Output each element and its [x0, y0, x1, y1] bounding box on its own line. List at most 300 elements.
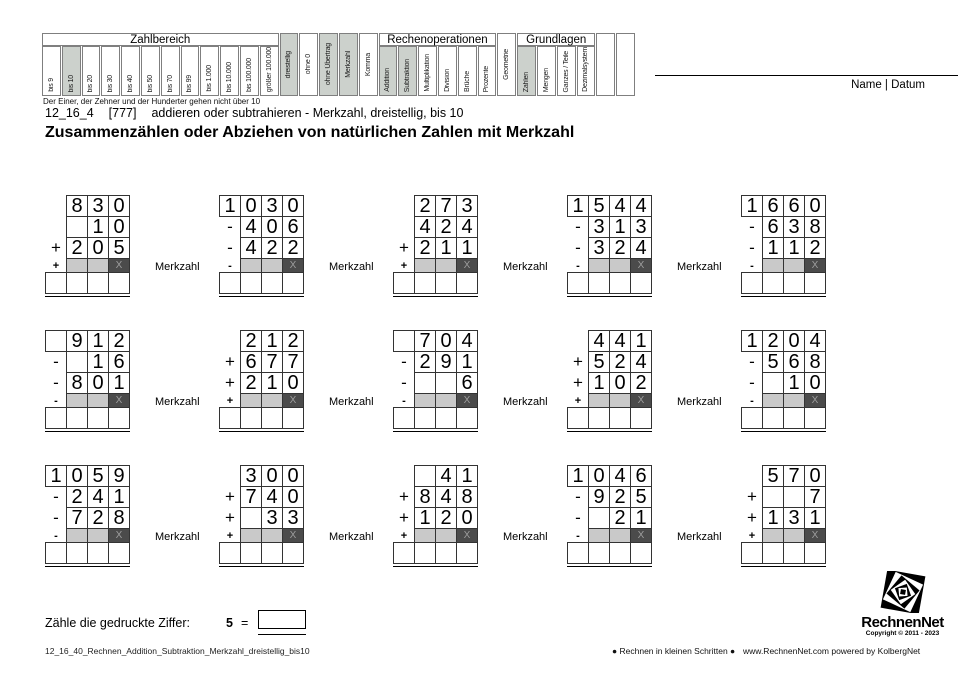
- merkzahl-x-cell: X: [804, 528, 826, 543]
- header-column-bis 1.000: [200, 46, 219, 96]
- digit-cell: 3: [261, 507, 283, 529]
- answer-underline: [741, 542, 826, 567]
- operator-cell: -: [575, 487, 581, 506]
- merkzahl-row: [219, 258, 304, 273]
- answer-underline: [45, 407, 130, 432]
- digit-cell: 0: [87, 237, 109, 259]
- header-column-Geometrie: [497, 33, 516, 96]
- spacer-cell: [393, 195, 415, 217]
- header-column-Subtraktion: [398, 46, 417, 96]
- digit-cell: 2: [435, 507, 457, 529]
- answer-cell[interactable]: [45, 542, 67, 564]
- digit-cell: 5: [108, 237, 130, 259]
- digit-cell: 0: [282, 195, 304, 217]
- answer-cell[interactable]: [261, 542, 283, 564]
- header-column-label: bis 100.000: [245, 58, 253, 92]
- spacer-cell: [741, 465, 763, 487]
- merkzahl-cell[interactable]: [66, 258, 88, 273]
- answer-cell[interactable]: [261, 407, 283, 429]
- header-column-Komma: [359, 33, 378, 96]
- header-column-label: Brüche: [463, 71, 471, 92]
- merkzahl-operator-cell: -: [576, 529, 580, 542]
- digit-cell: 4: [609, 330, 631, 352]
- answer-cell[interactable]: [567, 407, 589, 429]
- answer-cell[interactable]: [588, 542, 610, 564]
- digit-cell: 4: [609, 195, 631, 217]
- digit-cell: 3: [783, 507, 805, 529]
- problem-row-top: [45, 465, 130, 487]
- header-column-Zahlen: [517, 46, 536, 96]
- digit-cell: 2: [108, 330, 130, 352]
- answer-cell[interactable]: [393, 542, 415, 564]
- header-column-label: bis 1.000: [206, 65, 214, 92]
- merkzahl-cell[interactable]: [87, 258, 109, 273]
- spacer-cell: [393, 465, 415, 487]
- merkzahl-cell[interactable]: [87, 393, 109, 408]
- digit-cell: 0: [804, 372, 826, 394]
- merkzahl-cell[interactable]: [261, 258, 283, 273]
- problem-11: [45, 465, 130, 569]
- digit-cell: 9: [66, 330, 88, 352]
- answer-underline: [219, 542, 304, 567]
- answer-cell[interactable]: [282, 407, 304, 429]
- problem-row-top: [393, 195, 478, 217]
- header-column-label: bis 30: [107, 74, 115, 92]
- merkzahl-cell[interactable]: [609, 393, 631, 408]
- merkzahl-cell[interactable]: [66, 528, 88, 543]
- answer-cell[interactable]: [414, 542, 436, 564]
- merkzahl-cell[interactable]: [762, 258, 784, 273]
- operator-cell: -: [575, 217, 581, 236]
- digit-cell: 2: [66, 237, 88, 259]
- operator-cell: +: [747, 508, 757, 527]
- problem-row-top: [567, 330, 652, 352]
- digit-cell: 6: [108, 351, 130, 373]
- header-column-label: Mengen: [542, 67, 550, 92]
- merkzahl-x-cell: X: [630, 393, 652, 408]
- problem-4: [567, 195, 652, 299]
- merkzahl-cell[interactable]: [588, 258, 610, 273]
- digit-cell: 0: [456, 507, 478, 529]
- merkzahl-cell[interactable]: [783, 393, 805, 408]
- problem-2: [219, 195, 304, 299]
- digit-cell: 1: [45, 465, 67, 487]
- merkzahl-cell[interactable]: [609, 258, 631, 273]
- digit-cell: 7: [435, 195, 457, 217]
- problem-row-top: [219, 465, 304, 487]
- digit-cell: 2: [240, 372, 262, 394]
- header-column-Ganzes / Teile: [557, 46, 576, 96]
- logo-name: RechnenNet: [861, 614, 944, 631]
- digit-cell: 1: [588, 372, 610, 394]
- merkzahl-cell[interactable]: [588, 393, 610, 408]
- merkzahl-operator-cell: +: [400, 529, 408, 542]
- spacer-cell: [45, 195, 67, 217]
- answer-cell[interactable]: [240, 542, 262, 564]
- problem-row: [741, 237, 826, 259]
- merkzahl-label: Merkzahl: [155, 396, 200, 408]
- digit-cell: 4: [87, 486, 109, 508]
- digit-cell: 4: [240, 216, 262, 238]
- answer-cell[interactable]: [783, 542, 805, 564]
- answer-cell[interactable]: [87, 542, 109, 564]
- merkzahl-cell[interactable]: [261, 528, 283, 543]
- problem-15: [741, 465, 826, 569]
- operator-cell: -: [53, 373, 59, 392]
- digit-cell: 1: [804, 507, 826, 529]
- problem-row: [45, 507, 130, 529]
- answer-cell[interactable]: [783, 407, 805, 429]
- merkzahl-row: [219, 528, 304, 543]
- operator-cell: [45, 216, 67, 238]
- digit-cell: 1: [609, 216, 631, 238]
- answer-cell[interactable]: [282, 542, 304, 564]
- answer-cell[interactable]: [87, 407, 109, 429]
- header-column-ohne 0: [299, 33, 318, 96]
- merkzahl-label: Merkzahl: [329, 396, 374, 408]
- answer-cell[interactable]: [219, 542, 241, 564]
- digit-cell: 6: [456, 372, 478, 394]
- problem-row: [45, 486, 130, 508]
- answer-underline: [219, 272, 304, 297]
- header-column-label: bis 10: [67, 74, 75, 92]
- problem-row: [219, 216, 304, 238]
- header-column-Mengen: [537, 46, 556, 96]
- problem-10: [741, 330, 826, 434]
- footer-filename: 12_16_40_Rechnen_Addition_Subtraktion_Merkzahl_dreistellig_bis10: [45, 646, 310, 656]
- header-column-label: bis 40: [127, 74, 135, 92]
- digit-cell: 3: [87, 195, 109, 217]
- header-column-label: Merkzahl: [344, 51, 352, 78]
- header-column-label: Komma: [364, 52, 372, 77]
- header-column-label: Addition: [384, 68, 392, 92]
- digit-cell: 1: [108, 372, 130, 394]
- digit-cell: 1: [261, 372, 283, 394]
- merkzahl-cell[interactable]: [414, 393, 436, 408]
- answer-cell[interactable]: [741, 272, 763, 294]
- answer-row: [393, 407, 478, 429]
- problem-row-top: [567, 465, 652, 487]
- merkzahl-cell[interactable]: [762, 528, 784, 543]
- merkzahl-cell[interactable]: [414, 528, 436, 543]
- answer-underline: [45, 272, 130, 297]
- digit-cell: 1: [741, 330, 763, 352]
- answer-cell[interactable]: [240, 272, 262, 294]
- digit-cell: [414, 372, 436, 394]
- digit-cell: 2: [282, 237, 304, 259]
- problem-row: [393, 216, 478, 238]
- merkzahl-x-cell: X: [630, 258, 652, 273]
- header-column-bis 20: [82, 46, 101, 96]
- operator-cell: -: [401, 373, 407, 392]
- merkzahl-operator-cell: -: [576, 259, 580, 272]
- answer-row: [219, 407, 304, 429]
- answer-cell[interactable]: [393, 407, 415, 429]
- header-column-bis 70: [161, 46, 180, 96]
- merkzahl-row: [45, 528, 130, 543]
- bottom-task-answer-box[interactable]: [258, 610, 306, 629]
- merkzahl-cell[interactable]: [240, 258, 262, 273]
- header-column-bis 99: [181, 46, 200, 96]
- answer-cell[interactable]: [66, 272, 88, 294]
- answer-cell[interactable]: [45, 272, 67, 294]
- answer-row: [219, 272, 304, 294]
- answer-cell[interactable]: [762, 542, 784, 564]
- merkzahl-cell[interactable]: [783, 528, 805, 543]
- header-column-bis 50: [141, 46, 160, 96]
- merkzahl-x-cell: X: [282, 258, 304, 273]
- digit-cell: 1: [219, 195, 241, 217]
- answer-cell[interactable]: [219, 272, 241, 294]
- operator-cell: -: [575, 508, 581, 527]
- digit-cell: 2: [630, 372, 652, 394]
- digit-cell: 6: [282, 216, 304, 238]
- digit-cell: 3: [456, 195, 478, 217]
- digit-cell: 2: [414, 195, 436, 217]
- problem-row: [741, 507, 826, 529]
- logo-copyright: Copyright © 2011 - 2023: [865, 630, 940, 637]
- spacer-cell: [219, 330, 241, 352]
- answer-cell[interactable]: [282, 272, 304, 294]
- merkzahl-row: [567, 393, 652, 408]
- digit-cell: 6: [240, 351, 262, 373]
- merkzahl-label: Merkzahl: [155, 531, 200, 543]
- answer-cell[interactable]: [219, 407, 241, 429]
- problem-row: [45, 372, 130, 394]
- digit-cell: 6: [762, 195, 784, 217]
- answer-cell[interactable]: [630, 272, 652, 294]
- answer-cell[interactable]: [804, 272, 826, 294]
- merkzahl-cell[interactable]: [435, 258, 457, 273]
- answer-underline: [567, 272, 652, 297]
- header-column-empty: [596, 33, 615, 96]
- header-column-label: ohne 0: [305, 54, 313, 75]
- answer-cell[interactable]: [66, 407, 88, 429]
- problem-row: [567, 237, 652, 259]
- answer-cell[interactable]: [414, 272, 436, 294]
- merkzahl-row: [567, 258, 652, 273]
- answer-underline: [393, 542, 478, 567]
- merkzahl-cell[interactable]: [435, 528, 457, 543]
- digit-cell: 2: [66, 486, 88, 508]
- merkzahl-cell[interactable]: [66, 393, 88, 408]
- problem-row: [567, 351, 652, 373]
- digit-cell: 0: [804, 195, 826, 217]
- answer-cell[interactable]: [108, 272, 130, 294]
- answer-cell[interactable]: [435, 272, 457, 294]
- answer-cell[interactable]: [240, 407, 262, 429]
- merkzahl-label: Merkzahl: [155, 261, 200, 273]
- digit-cell: 0: [804, 465, 826, 487]
- answer-cell[interactable]: [567, 542, 589, 564]
- merkzahl-cell[interactable]: [87, 528, 109, 543]
- header-group: Zahlbereich: [42, 33, 279, 46]
- answer-cell[interactable]: [108, 407, 130, 429]
- digit-cell: 2: [261, 237, 283, 259]
- header-column-Division: [438, 46, 457, 96]
- answer-cell[interactable]: [45, 407, 67, 429]
- answer-cell[interactable]: [456, 272, 478, 294]
- answer-cell[interactable]: [783, 272, 805, 294]
- digit-cell: 0: [282, 465, 304, 487]
- merkzahl-cell[interactable]: [240, 528, 262, 543]
- operator-cell: +: [225, 487, 235, 506]
- header-column-bis 100.000: [240, 46, 259, 96]
- digit-cell: 4: [435, 486, 457, 508]
- merkzahl-cell[interactable]: [783, 258, 805, 273]
- problem-row: [45, 237, 130, 259]
- answer-cell[interactable]: [762, 407, 784, 429]
- answer-cell[interactable]: [456, 407, 478, 429]
- problem-row: [45, 216, 130, 238]
- answer-cell[interactable]: [588, 272, 610, 294]
- header-column-Dezimalsystem: [577, 46, 596, 96]
- merkzahl-cell[interactable]: [261, 393, 283, 408]
- merkzahl-x-cell: X: [282, 528, 304, 543]
- answer-cell[interactable]: [435, 407, 457, 429]
- header-column-label: bis 70: [166, 74, 174, 92]
- digit-cell: 9: [435, 351, 457, 373]
- answer-cell[interactable]: [87, 272, 109, 294]
- digit-cell: 8: [414, 486, 436, 508]
- problem-9: [567, 330, 652, 434]
- problem-row-top: [219, 195, 304, 217]
- problem-row: [567, 486, 652, 508]
- answer-cell[interactable]: [414, 407, 436, 429]
- digit-cell: 5: [588, 195, 610, 217]
- digit-cell: 7: [261, 351, 283, 373]
- answer-cell[interactable]: [456, 542, 478, 564]
- digit-cell: 4: [414, 216, 436, 238]
- merkzahl-operator-cell: +: [52, 259, 60, 272]
- answer-row: [219, 542, 304, 564]
- digit-cell: 2: [609, 486, 631, 508]
- answer-cell[interactable]: [108, 542, 130, 564]
- merkzahl-cell[interactable]: [609, 528, 631, 543]
- digit-cell: [588, 507, 610, 529]
- answer-underline: [741, 272, 826, 297]
- operator-cell: -: [749, 217, 755, 236]
- digit-cell: 1: [783, 237, 805, 259]
- header-column-label: ohne Übertrag: [325, 43, 333, 86]
- problem-1: [45, 195, 130, 299]
- problem-row-top: [741, 465, 826, 487]
- header-column-bis 40: [121, 46, 140, 96]
- digit-cell: 4: [261, 486, 283, 508]
- answer-underline: [393, 407, 478, 432]
- operator-cell: +: [51, 238, 61, 257]
- digit-cell: 3: [588, 216, 610, 238]
- answer-cell[interactable]: [741, 407, 763, 429]
- merkzahl-cell[interactable]: [762, 393, 784, 408]
- worksheet-code: 12_16_4: [45, 106, 94, 120]
- answer-cell[interactable]: [435, 542, 457, 564]
- merkzahl-operator-cell: +: [226, 529, 234, 542]
- header-column-bis 9: [42, 46, 61, 96]
- merkzahl-label: Merkzahl: [677, 396, 722, 408]
- header-column-label: Zahlen: [523, 71, 531, 92]
- digit-cell: 6: [783, 195, 805, 217]
- logo-spiral-icon: [880, 571, 926, 613]
- merkzahl-label: Merkzahl: [329, 531, 374, 543]
- digit-cell: 1: [87, 330, 109, 352]
- problem-row-top: [393, 465, 478, 487]
- digit-cell: 3: [783, 216, 805, 238]
- merkzahl-label: Merkzahl: [503, 261, 548, 273]
- answer-cell[interactable]: [630, 407, 652, 429]
- digit-cell: [66, 351, 88, 373]
- problem-row: [567, 216, 652, 238]
- answer-cell[interactable]: [567, 272, 589, 294]
- digit-cell: 1: [783, 372, 805, 394]
- merkzahl-x-cell: X: [282, 393, 304, 408]
- merkzahl-cell[interactable]: [240, 393, 262, 408]
- problem-row: [393, 372, 478, 394]
- rechnennet-logo: [850, 571, 955, 638]
- digit-cell: 5: [762, 351, 784, 373]
- problem-row: [219, 372, 304, 394]
- digit-cell: 0: [783, 330, 805, 352]
- answer-cell[interactable]: [804, 542, 826, 564]
- header-column-Merkzahl: [339, 33, 358, 96]
- answer-cell[interactable]: [66, 542, 88, 564]
- merkzahl-row: [393, 258, 478, 273]
- answer-cell[interactable]: [609, 542, 631, 564]
- operator-cell: +: [399, 487, 409, 506]
- digit-cell: 1: [741, 195, 763, 217]
- merkzahl-label: Merkzahl: [677, 261, 722, 273]
- problem-row-top: [567, 195, 652, 217]
- operator-cell: +: [225, 508, 235, 527]
- digit-cell: 5: [87, 465, 109, 487]
- bottom-task: [45, 610, 306, 635]
- digit-cell: 1: [456, 237, 478, 259]
- digit-cell: 9: [588, 486, 610, 508]
- operator-cell: +: [225, 352, 235, 371]
- digit-cell: 1: [456, 351, 478, 373]
- digit-cell: 1: [435, 237, 457, 259]
- problem-13: [393, 465, 478, 569]
- answer-cell[interactable]: [804, 407, 826, 429]
- merkzahl-cell[interactable]: [435, 393, 457, 408]
- digit-cell: 9: [108, 465, 130, 487]
- digit-cell: 2: [414, 351, 436, 373]
- digit-cell: 4: [804, 330, 826, 352]
- answer-cell[interactable]: [609, 272, 631, 294]
- answer-cell[interactable]: [741, 542, 763, 564]
- answer-cell[interactable]: [261, 272, 283, 294]
- answer-cell[interactable]: [609, 407, 631, 429]
- answer-cell[interactable]: [762, 272, 784, 294]
- problem-row: [393, 351, 478, 373]
- answer-row: [567, 542, 652, 564]
- digit-cell: 2: [804, 237, 826, 259]
- problem-8: [393, 330, 478, 434]
- merkzahl-cell[interactable]: [588, 528, 610, 543]
- digit-cell: [66, 216, 88, 238]
- answer-cell[interactable]: [630, 542, 652, 564]
- merkzahl-cell[interactable]: [414, 258, 436, 273]
- digit-cell: [783, 486, 805, 508]
- digit-cell: 2: [414, 237, 436, 259]
- digit-cell: 8: [108, 507, 130, 529]
- digit-cell: 7: [282, 351, 304, 373]
- answer-row: [741, 542, 826, 564]
- answer-cell[interactable]: [393, 272, 415, 294]
- merkzahl-operator-cell: -: [750, 259, 754, 272]
- digit-cell: 2: [609, 507, 631, 529]
- answer-cell[interactable]: [588, 407, 610, 429]
